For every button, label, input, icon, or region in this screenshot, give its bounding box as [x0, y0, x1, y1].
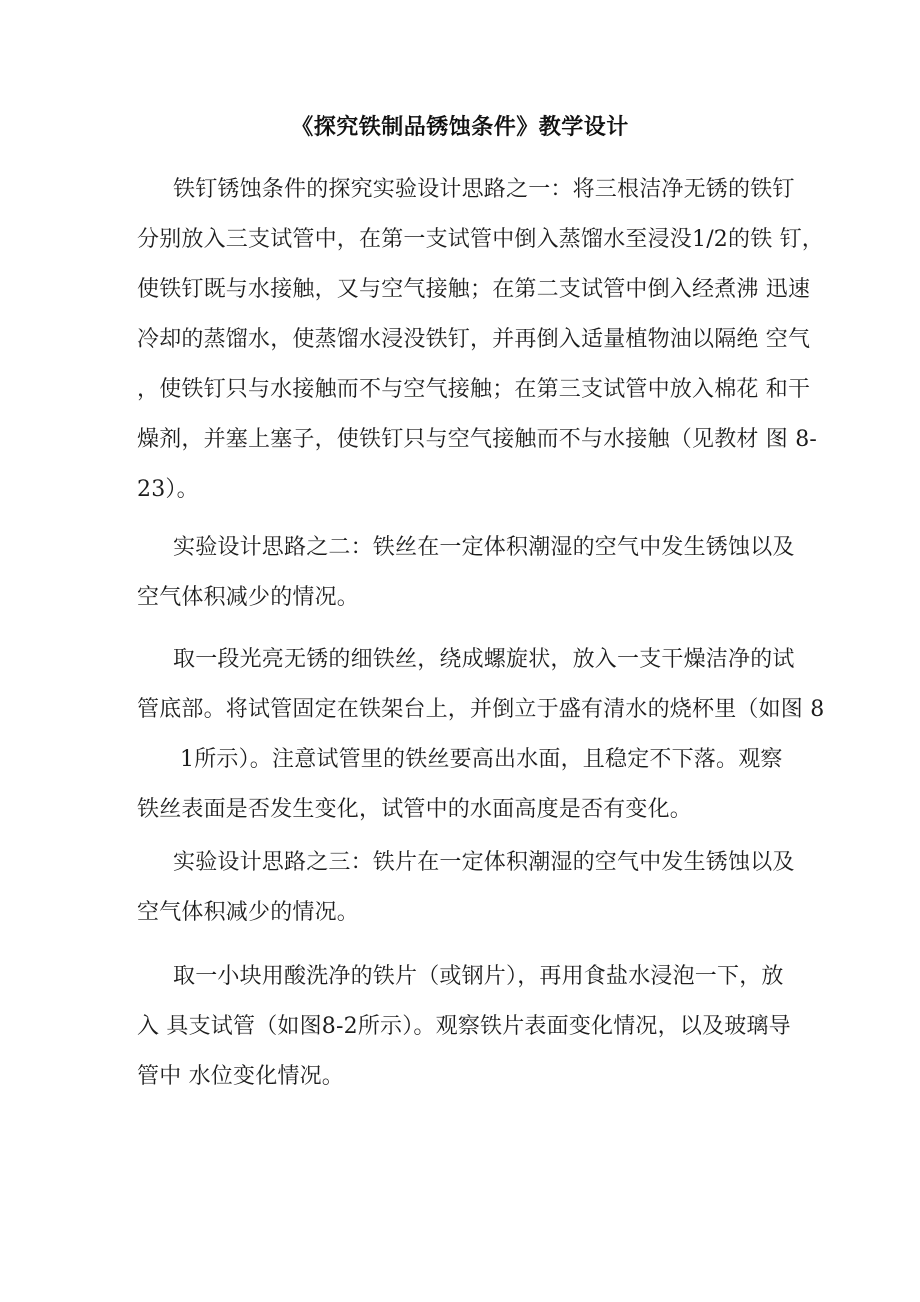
- paragraph-line: 分别放入三支试管中，在第一支试管中倒入蒸馏水至浸没1/2的铁 钉，: [137, 227, 825, 252]
- paragraph-line: 管中 水位变化情况。: [137, 1064, 344, 1089]
- paragraph-line: 空气体积减少的情况。: [137, 900, 360, 925]
- paragraph-line: 铁钉锈蚀条件的探究实验设计思路之一：将三根洁净无锈的铁钉: [173, 177, 795, 202]
- paragraph-line: 燥剂，并塞上塞子，使铁钉只与空气接触而不与水接触（见教材 图 8-: [137, 427, 818, 452]
- paragraph-line: 实验设计思路之三：铁片在一定体积潮湿的空气中发生锈蚀以及: [173, 850, 795, 875]
- paragraph-line: ，使铁钉只与水接触而不与空气接触；在第三支试管中放入棉花 和干: [137, 377, 811, 402]
- paragraph-line: 空气体积减少的情况。: [137, 585, 360, 610]
- paragraph-line: 实验设计思路之二：铁丝在一定体积潮湿的空气中发生锈蚀以及: [173, 535, 795, 560]
- paragraph-line: 冷却的蒸馏水，使蒸馏水浸没铁钉，并再倒入适量植物油以隔绝 空气: [137, 327, 811, 352]
- paragraph-line: 铁丝表面是否发生变化，试管中的水面高度是否有变化。: [137, 797, 693, 822]
- paragraph-line: 取一段光亮无锈的细铁丝，绕成螺旋状，放入一支干燥洁净的试: [173, 647, 795, 672]
- paragraph-line: 入 具支试管（如图8-2所示）。观察铁片表面变化情况，以及玻璃导: [137, 1014, 791, 1039]
- paragraph-line: 取一小块用酸洗净的铁片（或钢片），再用食盐水浸泡一下，放: [173, 964, 784, 989]
- paragraph-line: 使铁钉既与水接触，又与空气接触；在第二支试管中倒入经煮沸 迅速: [137, 277, 811, 302]
- paragraph-line: 23）。: [137, 477, 199, 502]
- paragraph-line: 1所示）。注意试管里的铁丝要高出水面，且稳定不下落。观察: [180, 747, 783, 772]
- paragraph-line: 管底部。将试管固定在铁架台上，并倒立于盛有清水的烧杯里（如图 8: [137, 697, 825, 722]
- document-title: 《探究铁制品锈蚀条件》教学设计: [291, 115, 629, 140]
